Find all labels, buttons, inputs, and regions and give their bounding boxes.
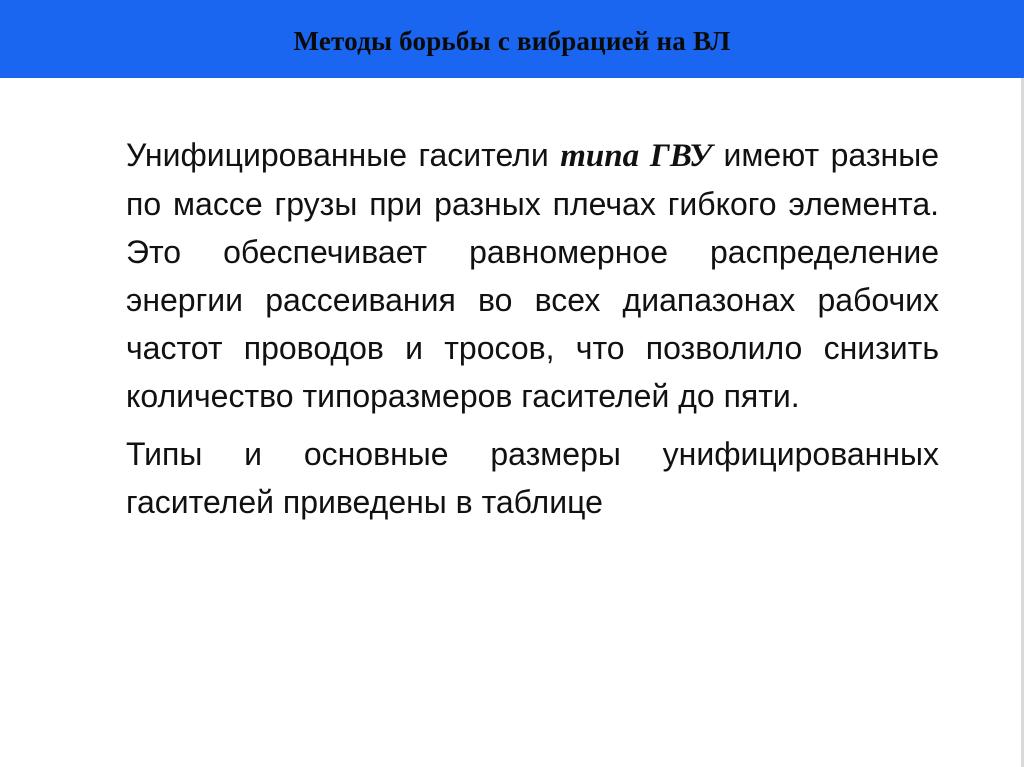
slide-title: Методы борьбы с вибрацией на ВЛ — [293, 25, 731, 56]
paragraph-text-before: Унифицированные гасители — [126, 137, 561, 173]
paragraph-table-reference: Типы и основные размеры унифицированных гасителей приведены в таблице — [126, 436, 939, 520]
paragraph-text-after: имеют разные по массе грузы при разных плечах гибкого элемента. Это обеспечивает равномерное распределение энергии рассеивания во всех диапазонах рабочих частот проводов и тросов, что позволило снизить количество типоразмеров гасителей до пяти. — [126, 137, 939, 414]
title-bar — [0, 0, 1024, 78]
paragraph-damper-description — [126, 131, 939, 420]
emphasis-type-gvu: типа ГВУ — [560, 138, 713, 174]
slide-body — [126, 131, 939, 526]
